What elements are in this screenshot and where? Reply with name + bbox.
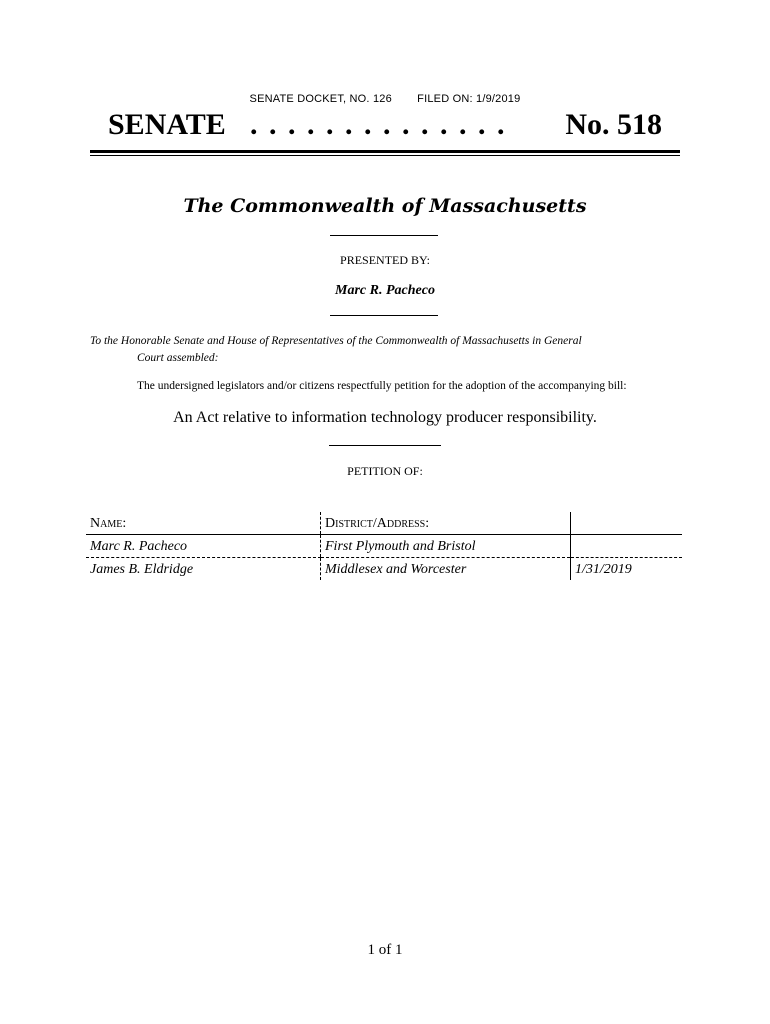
table-row	[86, 535, 682, 558]
table-header-row	[86, 512, 682, 535]
sponsor-name: James B. Eldridge	[90, 562, 194, 577]
address-line-1: To the Honorable Senate and House of Representatives of the Commonwealth of Massachusetts in General	[90, 335, 582, 347]
header-district: District/Address:	[321, 512, 571, 535]
act-title: An Act relative to information technology producer responsibility.	[173, 409, 597, 426]
header-name: Name:	[86, 512, 321, 535]
sponsors-table	[86, 512, 682, 580]
sponsor-district: Middlesex and Worcester	[321, 558, 571, 581]
bill-header	[90, 108, 680, 148]
leader-dots: . . . . . . . . . . . . . .	[250, 108, 507, 141]
table-row	[86, 558, 682, 581]
docket-number: SENATE DOCKET, NO. 126	[249, 93, 392, 105]
primary-sponsor: Marc R. Pacheco	[335, 283, 435, 298]
petition-statement: The undersigned legislators and/or citizens respectfully petition for the adoption of the accompanying bill:	[137, 380, 627, 392]
sponsor-date	[571, 535, 683, 558]
header-rule-thick	[90, 150, 680, 153]
bill-number: No. 518	[565, 108, 662, 141]
filed-date: FILED ON: 1/9/2019	[417, 93, 521, 105]
sponsor-district: First Plymouth and Bristol	[321, 535, 571, 558]
divider-rule	[329, 445, 441, 446]
divider-rule	[330, 315, 438, 316]
address-to-legislature	[90, 333, 690, 367]
sponsor-name: Marc R. Pacheco	[86, 535, 321, 558]
header-rule-thin	[90, 155, 680, 156]
page-number: 1 of 1	[367, 942, 403, 958]
chamber-label: SENATE	[108, 108, 226, 141]
commonwealth-title: The Commonwealth of Massachusetts	[183, 195, 587, 217]
sponsor-date: 1/31/2019	[571, 558, 683, 581]
docket-line	[0, 93, 770, 105]
header-date	[571, 512, 683, 535]
petition-of-label: PETITION OF:	[347, 464, 423, 478]
presented-by-label: PRESENTED BY:	[340, 253, 430, 267]
address-line-2: Court assembled:	[137, 352, 219, 364]
divider-rule	[330, 235, 438, 236]
